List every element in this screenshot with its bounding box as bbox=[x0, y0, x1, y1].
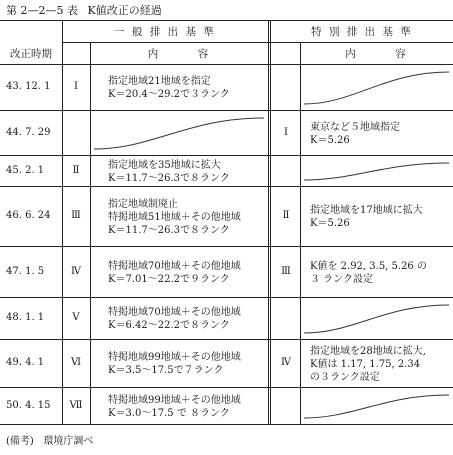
general-empty-diagonal bbox=[92, 115, 266, 152]
special-revision-number: Ⅳ bbox=[281, 357, 291, 368]
general-revision-number: Ⅴ bbox=[72, 312, 80, 323]
row-date: 43. 12. 1 bbox=[6, 81, 51, 92]
general-content-line: 特掲地域99地域＋その他地域 bbox=[108, 394, 241, 406]
special-content-line: K＝5.26 bbox=[310, 218, 350, 229]
special-standard-header: 特 別 排 出 基 準 bbox=[311, 26, 413, 38]
table-top-rule bbox=[0, 20, 453, 21]
section-divider bbox=[268, 20, 271, 425]
general-content-line: K＝20.4～29.2で３ランク bbox=[108, 89, 230, 100]
special-content-line: 指定地域を17地域に拡大 bbox=[310, 205, 423, 216]
general-revision-number: Ⅳ bbox=[71, 265, 81, 277]
row-rule bbox=[0, 297, 453, 298]
general-content-line: 特掲地域51地域＋その他地域 bbox=[108, 211, 241, 223]
special-content-line: 東京など５地域指定 bbox=[310, 121, 400, 133]
special-revision-number: Ⅱ bbox=[282, 210, 290, 221]
row-date: 49. 4. 1 bbox=[6, 357, 45, 368]
special-empty-diagonal bbox=[302, 392, 451, 421]
row-date: 47. 1. 5 bbox=[6, 265, 45, 277]
row-rule bbox=[0, 186, 453, 187]
general-revision-number: Ⅱ bbox=[72, 164, 80, 176]
row-date: 45. 2. 1 bbox=[6, 164, 45, 176]
general-content-line: 指定地域制廃止 bbox=[108, 198, 178, 210]
general-content-line: 指定地域21地域を指定 bbox=[108, 76, 211, 87]
general-revision-number: Ⅲ bbox=[71, 210, 81, 221]
row-date: 50. 4. 15 bbox=[6, 399, 51, 411]
date-header: 改正時期 bbox=[10, 48, 52, 60]
special-content-line: K値は 1.17, 1.75, 2.34 bbox=[310, 358, 421, 370]
row-rule bbox=[0, 339, 453, 340]
special-content-line: K値を 2.92, 3.5, 5.26 の bbox=[310, 260, 427, 272]
row-rule bbox=[0, 387, 453, 388]
general-content-line: 特掲地域99地域＋その他地域 bbox=[108, 352, 241, 363]
general-revision-number: Ⅵ bbox=[70, 357, 82, 368]
row-date: 46. 6. 24 bbox=[6, 210, 51, 221]
special-content-line: ３ ランク設定 bbox=[310, 273, 373, 285]
note-label: (備考) bbox=[6, 436, 34, 447]
special-content-header: 内 容 bbox=[345, 48, 408, 60]
general-content-line: K＝11.7～26.3で８ランク bbox=[108, 224, 230, 236]
row-date: 44. 7. 29 bbox=[6, 126, 51, 138]
general-revision-number: Ⅶ bbox=[69, 399, 83, 411]
table-bottom-rule bbox=[0, 424, 453, 425]
table bbox=[0, 20, 453, 425]
table-number: 第 2—2—5 表 bbox=[6, 4, 78, 17]
note bbox=[6, 432, 93, 447]
special-empty-diagonal bbox=[302, 69, 451, 107]
general-content-line: K＝3.5～17.5で７ランク bbox=[108, 365, 224, 376]
general-revision-number: Ⅰ bbox=[74, 81, 78, 92]
special-content-line: 指定地域を28地域に拡大, bbox=[310, 345, 426, 357]
header-bottom-rule bbox=[0, 64, 453, 65]
table-title-text: K値改正の経過 bbox=[87, 4, 162, 17]
general-content-line: K＝3.0～17.5 で ８ランク bbox=[108, 407, 230, 419]
special-revision-number: Ⅲ bbox=[281, 265, 291, 277]
general-content-header: 内 容 bbox=[147, 48, 211, 60]
table-title bbox=[6, 2, 162, 18]
special-revision-number: Ⅰ bbox=[284, 126, 288, 138]
row-rule bbox=[0, 155, 453, 156]
special-content-line: K＝5.26 bbox=[310, 134, 350, 146]
note-text: 環境庁調べ bbox=[43, 436, 94, 447]
special-empty-diagonal bbox=[302, 302, 451, 336]
header-mid-rule bbox=[62, 42, 453, 43]
general-content-line: K＝6.42～22.2で８ランク bbox=[108, 320, 230, 331]
row-rule bbox=[0, 246, 453, 247]
row-rule bbox=[0, 110, 453, 111]
general-content-line: 指定地域を35地域に拡大 bbox=[108, 159, 221, 171]
general-roman-rule bbox=[90, 42, 91, 425]
general-standard-header: 一 般 排 出 基 準 bbox=[114, 26, 216, 38]
special-roman-rule bbox=[300, 42, 301, 425]
general-content-line: 特掲地域70地域＋その他地域 bbox=[108, 307, 241, 318]
general-content-line: 特掲地域70地域＋その他地域 bbox=[108, 260, 241, 272]
row-date: 48. 1. 1 bbox=[6, 312, 45, 323]
special-content-line: の３ランク設定 bbox=[310, 371, 380, 383]
general-content-line: K＝7.01～22.2で９ランク bbox=[108, 273, 230, 285]
general-content-line: K＝11.7～26.3で８ランク bbox=[108, 172, 230, 184]
special-empty-diagonal bbox=[302, 160, 451, 183]
